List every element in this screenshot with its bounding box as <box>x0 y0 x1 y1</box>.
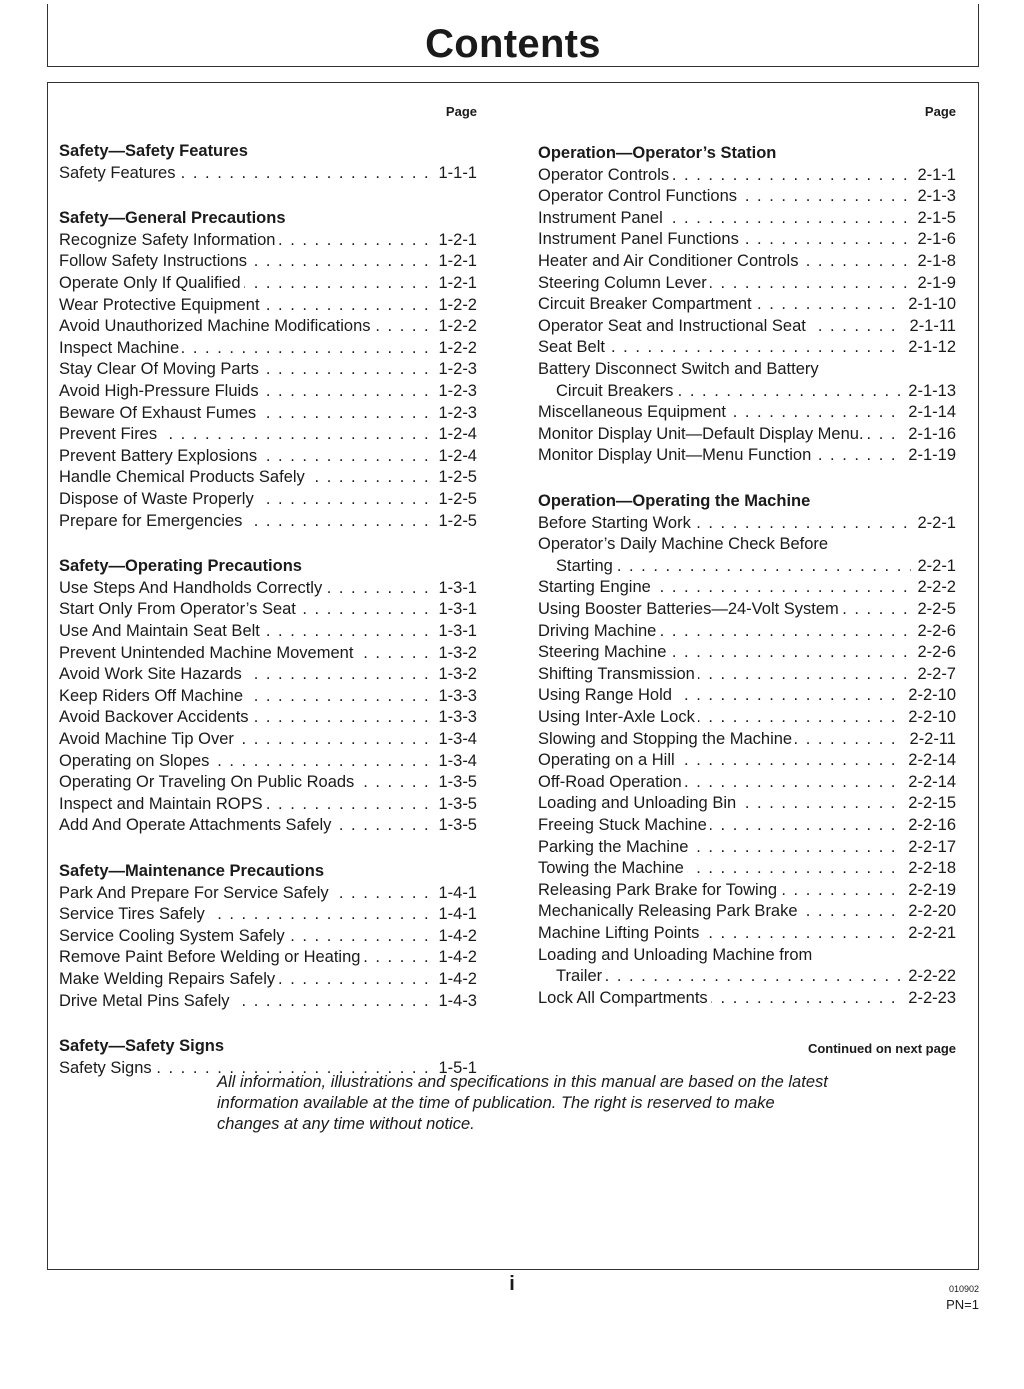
toc-entry[interactable] <box>538 273 956 293</box>
toc-entry-page: 2-2-7 <box>911 664 956 684</box>
toc-entry[interactable] <box>59 295 477 315</box>
toc-entry[interactable] <box>59 883 477 903</box>
toc-entry-page: 1-3-4 <box>432 751 477 771</box>
toc-entry-page: 2-1-1 <box>911 165 956 185</box>
toc-entry-label: Service Tires Safely <box>59 905 208 923</box>
toc-entry[interactable] <box>538 445 956 465</box>
toc-entry-label: Steering Machine <box>538 643 669 661</box>
toc-entry[interactable] <box>59 926 477 946</box>
toc-entry-page: 2-2-1 <box>911 513 956 533</box>
toc-entry-label: Using Inter-Axle Lock <box>538 708 698 726</box>
toc-entry[interactable] <box>59 511 477 531</box>
toc-entry-label: Remove Paint Before Welding or Heating <box>59 948 363 966</box>
toc-entry-page: 2-1-3 <box>911 186 956 206</box>
toc-entry-page: 1-4-1 <box>432 904 477 924</box>
section-title: Safety—Maintenance Precautions <box>59 862 324 880</box>
toc-entry-page: 1-3-1 <box>432 599 477 619</box>
toc-entry-label: Wear Protective Equipment <box>59 296 263 314</box>
toc-entry-page: 2-1-13 <box>902 381 956 401</box>
toc-entry[interactable] <box>538 208 956 228</box>
toc-entry[interactable] <box>59 489 477 509</box>
page-column-header: Page <box>924 104 956 119</box>
toc-entry-page: 1-2-1 <box>432 273 477 293</box>
toc-entry-label: Safety Signs <box>59 1059 155 1077</box>
toc-entry-page: 2-1-19 <box>902 445 956 465</box>
toc-entry-page: 2-2-5 <box>911 599 956 619</box>
toc-entry-label: Freeing Stuck Machine <box>538 816 710 834</box>
toc-entry[interactable] <box>538 901 956 921</box>
toc-entry-page: 2-1-12 <box>902 337 956 357</box>
toc-entry[interactable] <box>59 969 477 989</box>
right-column <box>538 0 956 1100</box>
toc-entry-label: Prepare for Emergencies <box>59 512 245 530</box>
toc-entry[interactable] <box>556 381 956 401</box>
toc-entry[interactable] <box>59 664 477 684</box>
toc-entry-label: Battery Disconnect Switch and Battery <box>538 360 819 378</box>
toc-entry[interactable] <box>538 294 956 314</box>
toc-entry-label: Operator Control Functions <box>538 187 740 205</box>
toc-entry[interactable] <box>59 947 477 967</box>
toc-entry[interactable] <box>538 316 956 336</box>
toc-entry-label: Avoid Backover Accidents <box>59 708 252 726</box>
toc-entry-label: Loading and Unloading Machine from <box>538 945 813 964</box>
toc-entry-page: 2-1-9 <box>911 273 956 293</box>
toc-entry[interactable] <box>59 446 477 466</box>
section-title: Safety—Safety Signs <box>59 1037 225 1056</box>
toc-entry-page: 1-3-3 <box>432 707 477 727</box>
toc-entry[interactable] <box>59 273 477 293</box>
toc-entry-label: Follow Safety Instructions <box>59 252 250 270</box>
toc-entry-page: 2-2-16 <box>902 815 956 835</box>
toc-entry[interactable] <box>538 750 956 770</box>
toc-entry-page: 2-2-10 <box>902 707 956 727</box>
toc-entry-label: Starting Engine <box>538 578 654 596</box>
toc-entry-label: Operator Seat and Instructional Seat <box>538 317 809 335</box>
toc-entry-label: Instrument Panel Functions <box>538 230 742 248</box>
toc-entry[interactable] <box>538 664 956 684</box>
toc-entry-label: Make Welding Repairs Safely <box>59 970 278 988</box>
toc-entry-label: Machine Lifting Points <box>538 924 702 942</box>
toc-entry[interactable] <box>538 337 956 357</box>
toc-entry[interactable] <box>59 403 477 423</box>
toc-entry[interactable] <box>59 794 477 814</box>
toc-entry[interactable] <box>59 424 477 444</box>
toc-entry-label: Inspect and Maintain ROPS <box>59 795 266 813</box>
section-title: Safety—Safety Features <box>59 142 248 160</box>
toc-entry-label: Instrument Panel <box>538 209 666 227</box>
toc-entry-label: Start Only From Operator’s Seat <box>59 600 299 618</box>
toc-entry-page: 1-3-5 <box>432 815 477 835</box>
toc-entry-label: Seat Belt <box>538 338 608 356</box>
toc-entry-page: 2-2-6 <box>911 621 956 641</box>
toc-entry[interactable] <box>538 642 956 662</box>
toc-entry[interactable] <box>59 578 477 598</box>
toc-entry[interactable] <box>556 556 956 576</box>
toc-entry-label: Use Steps And Handholds Correctly <box>59 579 325 597</box>
toc-entry-page: 1-2-3 <box>432 359 477 379</box>
toc-entry-label: Beware Of Exhaust Fumes <box>59 404 259 422</box>
toc-entry-page: 2-1-11 <box>904 316 956 336</box>
toc-entry-page: 2-2-19 <box>902 880 956 900</box>
toc-entry-label: Monitor Display Unit—Menu Function <box>538 446 814 464</box>
toc-entry-page: 1-2-2 <box>432 316 477 336</box>
toc-entry[interactable] <box>538 513 956 533</box>
toc-entry[interactable] <box>59 251 477 271</box>
toc-entry-page: 2-2-11 <box>904 729 956 749</box>
toc-entry-page: 1-1-1 <box>432 163 477 183</box>
toc-entry[interactable] <box>59 621 477 641</box>
toc-entry-label: Handle Chemical Products Safely <box>59 468 308 486</box>
toc-entry[interactable] <box>538 837 956 857</box>
toc-entry[interactable] <box>538 880 956 900</box>
toc-entry-page: 2-1-10 <box>902 294 956 314</box>
toc-entry-label: Monitor Display Unit—Default Display Menu. <box>538 425 867 443</box>
toc-entry-label: Recognize Safety Information <box>59 231 278 249</box>
toc-entry-page: 2-2-14 <box>902 750 956 770</box>
toc-entry-page: 1-3-2 <box>432 643 477 663</box>
toc-entry-label: Operating Or Traveling On Public Roads <box>59 773 357 791</box>
page-number: i <box>509 1273 515 1295</box>
toc-entry-page: 1-2-2 <box>432 338 477 358</box>
toc-entry[interactable] <box>59 163 477 183</box>
left-column <box>59 0 477 1100</box>
toc-entry-page: 2-2-6 <box>911 642 956 662</box>
toc-entry-label: Shifting Transmission <box>538 665 698 683</box>
toc-entry-page: 2-2-2 <box>911 577 956 597</box>
toc-entry-label: Circuit Breakers <box>556 382 676 400</box>
toc-entry-page: 1-4-1 <box>432 883 477 903</box>
toc-entry-label: Stay Clear Of Moving Parts <box>59 360 262 378</box>
page-column-header: Page <box>445 104 477 119</box>
toc-entry-label: Avoid High-Pressure Fluids <box>59 382 262 400</box>
toc-entry-label: Mechanically Releasing Park Brake <box>538 902 801 920</box>
toc-entry-page: 2-2-21 <box>902 923 956 943</box>
toc-entry-page: 2-2-20 <box>902 901 956 921</box>
toc-entry-label: Inspect Machine <box>59 339 182 357</box>
toc-entry-page: 1-3-2 <box>432 664 477 684</box>
dot-leader <box>556 556 956 576</box>
toc-entry-page: 2-2-22 <box>902 966 956 986</box>
toc-entry-label: Circuit Breaker Compartment <box>538 295 755 313</box>
toc-entry-label: Avoid Work Site Hazards <box>59 665 245 683</box>
dot-leader <box>556 966 956 986</box>
toc-entry[interactable] <box>538 923 956 943</box>
toc-entry-label: Releasing Park Brake for Towing <box>538 881 780 899</box>
toc-entry[interactable] <box>538 685 956 705</box>
toc-entry-page: 1-4-3 <box>432 991 477 1011</box>
toc-entry-label: Steering Column Lever <box>538 274 710 292</box>
toc-entry-page: 1-3-4 <box>432 729 477 749</box>
section-title: Operation—Operating the Machine <box>538 492 811 510</box>
toc-entry-page: 1-2-3 <box>432 381 477 401</box>
toc-entry[interactable] <box>59 991 477 1011</box>
toc-entry-page: 2-1-5 <box>911 208 956 228</box>
toc-entry-label: Off-Road Operation <box>538 773 685 791</box>
toc-entry-label: Trailer <box>556 967 605 985</box>
toc-entry-label: Keep Riders Off Machine <box>59 687 246 705</box>
toc-entry-page: 2-1-16 <box>902 424 956 444</box>
toc-entry[interactable] <box>556 966 956 986</box>
toc-entry-page: 1-2-4 <box>432 424 477 444</box>
toc-entry[interactable] <box>538 229 956 249</box>
toc-entry[interactable] <box>59 904 477 924</box>
toc-entry[interactable] <box>59 751 477 771</box>
toc-entry[interactable] <box>59 772 477 792</box>
toc-entry-label: Prevent Fires <box>59 425 160 443</box>
toc-entry-label: Operator Controls <box>538 166 672 184</box>
toc-entry[interactable] <box>538 815 956 835</box>
section-title: Safety—Operating Precautions <box>59 557 302 576</box>
toc-entry-label: Dispose of Waste Properly <box>59 490 257 508</box>
toc-entry-label: Heater and Air Conditioner Controls <box>538 252 801 270</box>
toc-entry[interactable] <box>538 165 956 185</box>
toc-entry-page: 1-3-5 <box>432 794 477 814</box>
toc-entry[interactable] <box>538 772 956 792</box>
toc-entry[interactable] <box>59 686 477 706</box>
toc-entry[interactable] <box>538 577 956 597</box>
toc-entry-label: Loading and Unloading Bin <box>538 794 739 812</box>
toc-entry-label: Avoid Unauthorized Machine Modifications <box>59 317 374 335</box>
toc-entry-label: Starting <box>556 557 616 575</box>
toc-entry-page: 1-3-1 <box>432 621 477 641</box>
toc-entry[interactable] <box>538 793 956 813</box>
toc-entry-page: 1-2-5 <box>432 511 477 531</box>
toc-entry-label: Driving Machine <box>538 622 659 640</box>
toc-entry-label: Operator’s Daily Machine Check Before <box>538 535 829 554</box>
toc-entry[interactable] <box>538 729 956 749</box>
toc-entry-page: 2-2-1 <box>911 556 956 576</box>
doc-code: 010902 <box>948 1284 979 1294</box>
toc-entry-label: Using Booster Batteries—24-Volt System <box>538 600 842 618</box>
toc-entry-page: 1-2-2 <box>432 295 477 315</box>
toc-entry[interactable] <box>538 402 956 422</box>
toc-entry[interactable] <box>59 815 477 835</box>
toc-entry[interactable] <box>538 858 956 878</box>
toc-entry-page: 1-2-3 <box>432 403 477 423</box>
toc-entry-label: Add And Operate Attachments Safely <box>59 816 334 834</box>
toc-entry-page: 2-2-15 <box>902 793 956 813</box>
toc-entry[interactable] <box>538 599 956 619</box>
toc-entry-label: Parking the Machine <box>538 838 691 856</box>
pn-label: PN=1 <box>946 1297 979 1312</box>
toc-entry-label: Drive Metal Pins Safely <box>59 992 233 1010</box>
toc-entry-page: 2-2-17 <box>902 837 956 857</box>
toc-entry[interactable] <box>538 186 956 206</box>
section-title: Safety—General Precautions <box>59 209 286 228</box>
toc-entry-label: Operating on Slopes <box>59 752 212 770</box>
toc-entry[interactable] <box>59 381 477 401</box>
toc-entry-page: 1-3-3 <box>432 686 477 706</box>
toc-entry-page: 2-2-10 <box>902 685 956 705</box>
toc-entry-label: Prevent Battery Explosions <box>59 447 260 465</box>
toc-entry-page: 1-4-2 <box>432 969 477 989</box>
toc-entry-page: 1-3-5 <box>432 772 477 792</box>
toc-entry[interactable] <box>59 338 477 358</box>
continued-note: Continued on next page <box>807 1041 956 1056</box>
toc-entry[interactable] <box>59 316 477 336</box>
toc-entry-label: Prevent Unintended Machine Movement <box>59 644 356 662</box>
toc-entry[interactable] <box>59 729 477 749</box>
toc-entry-label: Safety Features <box>59 164 178 182</box>
toc-entry-page: 1-3-1 <box>432 578 477 598</box>
toc-entry-page: 1-2-4 <box>432 446 477 466</box>
toc-entry-page: 2-2-18 <box>902 858 956 878</box>
toc-entry-page: 2-1-6 <box>911 229 956 249</box>
toc-entry[interactable] <box>59 230 477 250</box>
toc-entry[interactable] <box>538 988 956 1008</box>
toc-entry-page: 1-2-1 <box>432 230 477 250</box>
toc-entry[interactable] <box>538 621 956 641</box>
toc-entry-label: Towing the Machine <box>538 859 687 877</box>
toc-entry-label: Slowing and Stopping the Machine <box>538 730 795 748</box>
toc-entry[interactable] <box>59 599 477 619</box>
toc-entry-page: 2-1-8 <box>911 251 956 271</box>
toc-entry-page: 2-1-14 <box>902 402 956 422</box>
toc-entry[interactable] <box>59 359 477 379</box>
toc-entry-page: 2-2-14 <box>902 772 956 792</box>
toc-entry-label: Miscellaneous Equipment <box>538 403 729 421</box>
toc-entry-page: 1-4-2 <box>432 947 477 967</box>
toc-entry-label: Before Starting Work <box>538 514 694 532</box>
toc-entry-label: Operate Only If Qualified <box>59 274 244 292</box>
toc-entry-label: Operating on a Hill <box>538 751 678 769</box>
toc-entry-label: Using Range Hold <box>538 686 675 704</box>
toc-entry[interactable] <box>59 707 477 727</box>
toc-entry[interactable] <box>538 251 956 271</box>
section-title: Operation—Operator’s Station <box>538 144 777 162</box>
disclaimer: All information, illustrations and specifications in this manual are based on the latest information available at the time of publication. The right is reserved to make changes at any time without notice. <box>217 1073 828 1133</box>
toc-entry-label: Use And Maintain Seat Belt <box>59 622 263 640</box>
toc-entry-label: Service Cooling System Safely <box>59 927 288 945</box>
toc-entry-label: Park And Prepare For Service Safely <box>59 884 332 902</box>
toc-entry-page: 1-4-2 <box>432 926 477 946</box>
toc-entry-page: 1-5-1 <box>432 1058 477 1078</box>
toc-entry[interactable] <box>538 707 956 727</box>
page-title: Contents <box>425 22 601 66</box>
toc-entry[interactable] <box>59 643 477 663</box>
toc-entry-page: 1-2-1 <box>432 251 477 271</box>
toc-entry-page: 1-2-5 <box>432 489 477 509</box>
toc-entry-page: 2-2-23 <box>902 988 956 1008</box>
toc-entry-page: 1-2-5 <box>432 467 477 487</box>
toc-entry-label: Lock All Compartments <box>538 989 711 1007</box>
toc-entry[interactable] <box>59 467 477 487</box>
toc-entry[interactable] <box>538 424 956 444</box>
toc-entry-label: Avoid Machine Tip Over <box>59 730 237 748</box>
